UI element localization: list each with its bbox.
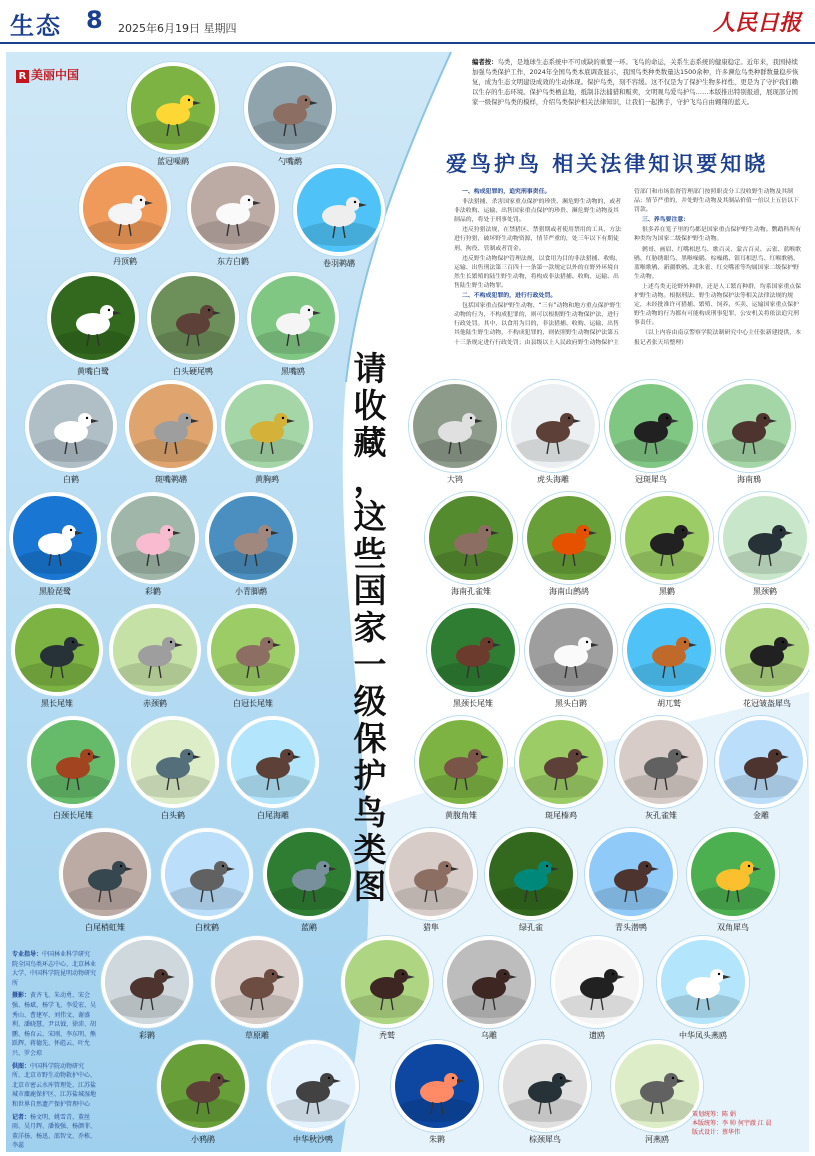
bird-photo <box>525 604 617 696</box>
bird-photo <box>605 380 697 472</box>
bird-name: 黑头白鹮 <box>555 699 587 708</box>
bird-card <box>620 492 714 597</box>
bird-name: 草原雕 <box>245 1031 269 1040</box>
bird-name: 中华秋沙鸭 <box>293 1135 333 1144</box>
bird-name: 斑嘴鹈鹕 <box>155 475 187 484</box>
headline-char: 鸟 <box>353 793 387 832</box>
bird-card <box>408 380 502 485</box>
bird-card <box>126 62 220 167</box>
bird-card <box>414 716 508 821</box>
bird-photo <box>485 828 577 920</box>
bird-photo <box>621 492 713 584</box>
bird-card <box>108 604 202 709</box>
bird-name: 大鸨 <box>447 475 463 484</box>
bird-card <box>246 272 340 377</box>
headline-char: 国 <box>353 571 387 610</box>
bird-card <box>514 716 608 821</box>
staff-line: 版式设计：蔡华伟 <box>692 1129 741 1136</box>
newspaper-logo: 人民日报 <box>712 10 801 36</box>
bird-card <box>10 604 104 709</box>
bird-card <box>442 936 536 1041</box>
bird-name: 海南鳽 <box>737 475 761 484</box>
bird-photo <box>715 716 807 808</box>
bird-name: 黄胸鹀 <box>255 475 279 484</box>
bird-photo <box>703 380 795 472</box>
bird-name: 白颈长尾雉 <box>53 811 93 820</box>
headline-char: 请 <box>353 349 387 388</box>
bird-name: 黄嘴白鹭 <box>77 367 109 376</box>
bird-photo <box>147 272 239 364</box>
credit-label: 摄影： <box>12 992 31 1000</box>
bird-name: 灰孔雀雉 <box>645 811 677 820</box>
feature-canvas <box>6 52 809 1152</box>
law-paragraph: 包括国家重点保护野生动物、“三有”动物和地方重点保护野生动物的行为，不构成犯罪的，则可以根据野生动物保护法，进行行政处罚。其中，以食用为目的，非法猎捕、收购、运输、出售其他陆生野生动物，不构成犯罪的，则依照野生动物保护法第五十三条规定进行行政处罚；由县级以上人民政府野生动物保护主管部门和市场监督管理部门按照职责分工没收野生动物及其制品；情节严重的，并处野生动物及其制品价值一倍以上五倍以下罚款。 <box>454 189 799 346</box>
bird-name: 胡兀鹫 <box>657 699 681 708</box>
bird-photo <box>409 380 501 472</box>
credit-entry <box>12 1062 96 1110</box>
bird-card <box>46 272 140 377</box>
law-paragraph: 上述鸟类无论野外种群，还是人工繁育种群，均系国家重点保护野生动物。根据刑法、野生动物保护法等相关法律法规的规定，未经批准许可猎捕、繁殖、饲养、买卖、运输国家重点保护野生动物的行为都有可能构成刑事犯罪，公安机关将依法追究刑事责任。 <box>634 283 802 327</box>
bird-name: 白头硬尾鸭 <box>173 367 213 376</box>
bird-photo <box>551 936 643 1028</box>
bird-photo <box>109 604 201 696</box>
bird-card <box>126 716 220 821</box>
issue-date: 2025年6月19日 星期四 <box>118 22 237 35</box>
bird-photo <box>425 492 517 584</box>
page-header <box>0 0 815 44</box>
headline-char: 类 <box>353 830 387 869</box>
bird-photo <box>615 716 707 808</box>
bird-photo <box>443 936 535 1028</box>
editor-note-text: 鸟类，是地球生态系统中不可或缺的重要一环。飞鸟的命运，关系生态系统的健康稳定。近年来，我国持续加强鸟类保护工作，2024年全国鸟类本底调查显示，我国鸟类种类数量达1500余种，许多濒危鸟类种群数量稳步恢复，成为生态文明建设成效的生动体现。保护鸟类，刻不容缓。这不仅是为了保护生物多样性，更是为了守护我们赖以生存的生态环境。保护鸟类栖息地，抵制非法捕猎和贩卖，文明观鸟爱鸟护鸟……本版推出特别报道，展现部分国家一级保护鸟类的模样，介绍鸟类保护相关法律知识，让我们一起携手，守护飞鸟自由翱翔的蓝天。 <box>472 58 799 106</box>
bird-name: 黄腹角雉 <box>445 811 477 820</box>
bird-card <box>340 936 434 1041</box>
headline-char: 藏 <box>353 423 387 462</box>
law-paragraph: 很多养在笼子里的鸟都是国家重点保护野生动物。鹦鹉科所有种类均为国家二级保护野生动物。 <box>634 227 802 243</box>
headline-char: 级 <box>353 682 387 721</box>
bird-name: 白冠长尾雉 <box>233 699 273 708</box>
bird-name: 白尾海雕 <box>257 811 289 820</box>
bird-photo <box>263 828 355 920</box>
bird-card <box>550 936 644 1041</box>
bird-card <box>58 828 152 933</box>
headline-char: 收 <box>353 386 387 425</box>
credit-text: 杨文明、姚雪青、董丝雨、吴月辉、潘俊强、杨颜菲、董洋扬、杨迅、邵智文、乔栋、李蕊 <box>12 1113 97 1150</box>
bird-photo <box>9 492 101 584</box>
bird-photo <box>157 1040 249 1132</box>
vertical-headline <box>340 350 400 905</box>
credit-entry <box>12 1113 96 1151</box>
bird-photo <box>207 604 299 696</box>
bird-photo <box>211 936 303 1028</box>
bird-card <box>584 828 678 933</box>
bird-card <box>226 716 320 821</box>
bird-card <box>498 1040 592 1145</box>
bird-card <box>210 936 304 1041</box>
bird-name: 海南孔雀雉 <box>451 587 491 596</box>
bird-card <box>522 492 616 597</box>
headline-char: 些 <box>353 534 387 573</box>
section-name: 生态 <box>10 12 62 40</box>
staff-block <box>692 1110 806 1137</box>
bird-photo <box>59 828 151 920</box>
bird-card <box>78 162 172 267</box>
bird-card <box>160 828 254 933</box>
headline-char: 护 <box>353 756 387 795</box>
bird-card <box>714 716 808 821</box>
credit-entry <box>12 950 96 988</box>
bird-name: 秃鹫 <box>379 1031 395 1040</box>
bird-name: 东方白鹳 <box>217 257 249 266</box>
bird-photo <box>47 272 139 364</box>
bird-card <box>622 604 716 709</box>
bird-name: 小鸦鹃 <box>191 1135 215 1144</box>
bird-photo <box>499 1040 591 1132</box>
bird-name: 海南山鹧鸪 <box>549 587 589 596</box>
law-heading: 一、构成犯罪的，追究刑事责任。 <box>462 189 551 195</box>
bird-name: 彩鹳 <box>145 587 161 596</box>
bird-photo <box>27 716 119 808</box>
bird-photo <box>79 162 171 254</box>
bird-card <box>156 1040 250 1145</box>
bird-card <box>186 162 280 267</box>
credit-text: 中国科学院动物研究所、北京市野生动物救护中心、北京市密云水库管理处、江苏盐城市麋鹿保护区、江苏盐城湿地和世界自然遗产保护管理中心 <box>12 1062 97 1108</box>
bird-name: 绿孔雀 <box>519 923 543 932</box>
bird-photo <box>205 492 297 584</box>
bird-card <box>146 272 240 377</box>
bird-photo <box>267 1040 359 1132</box>
bird-name: 河燕鸥 <box>645 1135 669 1144</box>
bird-photo <box>127 62 219 154</box>
bird-photo <box>25 380 117 472</box>
bird-card <box>124 380 218 485</box>
bird-photo <box>107 492 199 584</box>
bird-name: 蓝鹇 <box>301 923 317 932</box>
bird-photo <box>719 492 809 584</box>
law-heading: 二、不构成犯罪的，进行行政处罚。 <box>462 293 557 300</box>
credit-label: 专业指导： <box>12 951 43 958</box>
bird-card <box>206 604 300 709</box>
bird-card <box>424 492 518 597</box>
bird-name: 白枕鹤 <box>195 923 219 932</box>
headline-char: 保 <box>353 719 387 758</box>
bird-card <box>220 380 314 485</box>
headline-char: 这 <box>353 497 387 536</box>
bird-photo <box>391 1040 483 1132</box>
bird-photo <box>523 492 615 584</box>
law-paragraph: 鹩哥、画眉、红嘴相思鸟、歌百灵、蒙古百灵、云雀、蓝喉歌鸲、红胁绣眼鸟、黑喉噪鹛、棕噪鹛、银耳相思鸟、红喉歌鸲、蓝喉歌鸲、新疆歌鸲、北朱雀、红交嘴雀等均属国家二级保护野生动物。 <box>634 246 802 280</box>
bird-name: 虎头海雕 <box>537 475 569 484</box>
bird-photo <box>721 604 809 696</box>
bird-name: 朱鹮 <box>429 1135 445 1144</box>
bird-card <box>204 492 298 597</box>
law-paragraph: 违反野生动物保护管理法规，以食用为目的非法猎捕、收购、运输、出售刑法第三百四十一条第一款规定以外的在野外环境自然生长繁殖的陆生野生动物，将构成非法猎捕、收购、运输、出售陆生野生动物罪。 <box>454 255 622 289</box>
bird-card <box>718 492 809 597</box>
bird-name: 乌雕 <box>481 1031 497 1040</box>
bird-name: 勺嘴鹬 <box>278 157 302 166</box>
headline-char: 家 <box>353 608 387 647</box>
bird-card <box>24 380 118 485</box>
bird-card <box>106 492 200 597</box>
credits-block <box>12 950 96 1152</box>
headline-char: 一 <box>353 645 387 684</box>
bird-photo <box>187 162 279 254</box>
bird-photo <box>244 62 336 154</box>
bird-name: 冠斑犀鸟 <box>635 475 667 484</box>
bird-card <box>604 380 698 485</box>
bird-card <box>426 604 520 709</box>
bird-photo <box>221 380 313 472</box>
bird-card <box>484 828 578 933</box>
bird-photo <box>385 828 477 920</box>
bird-card <box>26 716 120 821</box>
bird-name: 蓝冠噪鹛 <box>157 157 189 166</box>
bird-name: 卷羽鹈鹕 <box>323 259 355 268</box>
editor-note-label: 编者按： <box>472 58 498 66</box>
bird-card <box>390 1040 484 1145</box>
law-paragraph: 非法猎捕、杀害国家重点保护的珍贵、濒危野生动物的，或者非法收购、运输、出售国家重点保护的珍贵、濒危野生动物及其制品的，将处于刑事处罚。 <box>454 199 622 224</box>
bird-name: 白尾梢虹雉 <box>85 923 125 932</box>
credit-label: 记者： <box>12 1113 31 1121</box>
editor-note <box>472 57 800 107</box>
bird-name: 棕颈犀鸟 <box>529 1135 561 1144</box>
bird-name: 黑颈鹤 <box>753 587 777 596</box>
column-tag <box>16 66 79 83</box>
bird-name: 中华凤头燕鸥 <box>679 1031 727 1040</box>
staff-line: 本版统筹：李 帅 何宇澈 江 晨 <box>692 1120 772 1127</box>
headline-char: 图 <box>353 867 387 906</box>
bird-name: 青头潜鸭 <box>615 923 647 932</box>
bird-photo <box>125 380 217 472</box>
bird-photo <box>585 828 677 920</box>
bird-card <box>506 380 600 485</box>
bird-photo <box>161 828 253 920</box>
staff-line: 策划统筹：陈 娟 <box>692 1111 736 1118</box>
bird-photo <box>515 716 607 808</box>
bird-card <box>384 828 478 933</box>
bird-card <box>262 828 356 933</box>
bird-card <box>100 936 194 1041</box>
bird-photo <box>293 164 385 256</box>
bird-photo <box>247 272 339 364</box>
credit-label: 供图： <box>12 1062 31 1070</box>
bird-photo <box>227 716 319 808</box>
law-heading: 三、养鸟要注意： <box>642 217 690 224</box>
bird-name: 花冠皱盔犀鸟 <box>743 699 791 708</box>
bird-card <box>292 164 386 269</box>
bird-name: 小青脚鹬 <box>235 587 267 596</box>
bird-photo <box>657 936 749 1028</box>
bird-name: 丹顶鹤 <box>113 257 137 266</box>
bird-name: 白鹤 <box>63 475 79 484</box>
bird-photo <box>427 604 519 696</box>
bird-card <box>656 936 750 1041</box>
bird-name: 黑长尾雉 <box>41 699 73 708</box>
bird-photo <box>127 716 219 808</box>
law-article <box>454 188 802 348</box>
bird-name: 黑颈长尾雉 <box>453 699 493 708</box>
bird-card <box>686 828 780 933</box>
bird-photo <box>11 604 103 696</box>
bird-name: 金雕 <box>753 811 769 820</box>
bird-name: 彩鹮 <box>139 1031 155 1040</box>
bird-card <box>702 380 796 485</box>
bird-card <box>243 62 337 167</box>
credit-text: 黄齐飞、朱动勇、宋会强、杨斌、杨学飞、李爱宏、吴秀山、曹建军、刘伟文、谢盛利、潘晓慧、尹以钺、徐沛、胡鹏、杨育云、宋刚、李东明、熊跃辉、蒋德先、怀彪云、叶允兴、罗会琼 <box>12 992 97 1057</box>
bird-name: 遗鸥 <box>589 1031 605 1040</box>
column-tag-label: 美丽中国 <box>31 68 80 82</box>
bird-name: 黑脸琵鹭 <box>39 587 71 596</box>
law-paragraph: 违反狩猎法规，在禁猎区、禁猎期或者使用禁用的工具、方法进行狩猎，破坏野生动物资源，情节严重的，处三年以下有期徒刑、拘役、管制或者罚金。 <box>454 227 622 252</box>
bird-name: 猎隼 <box>423 923 439 932</box>
bird-photo <box>611 1040 703 1132</box>
bird-photo <box>341 936 433 1028</box>
bird-card <box>720 604 809 709</box>
credit-text: 中国林业科学研究院全国鸟类环志中心、北京林业大学、中国科学院昆明动物研究所 <box>12 951 97 987</box>
page-number: 8 <box>86 6 103 34</box>
bird-photo <box>507 380 599 472</box>
law-paragraph: （以上内容由南京警察学院法制研究中心主任张新建提供，本报记者张天培整理） <box>634 330 802 346</box>
bird-photo <box>415 716 507 808</box>
bird-photo <box>623 604 715 696</box>
bird-name: 斑尾榛鸡 <box>545 811 577 820</box>
bird-card <box>610 1040 704 1145</box>
credit-entry <box>12 991 96 1058</box>
bird-photo <box>687 828 779 920</box>
headline-char: ， <box>353 460 387 499</box>
bird-name: 赤颈鹤 <box>143 699 167 708</box>
bird-card <box>8 492 102 597</box>
bird-name: 黑鹳 <box>659 587 675 596</box>
column-badge: R <box>16 70 29 83</box>
bird-photo <box>101 936 193 1028</box>
bird-name: 双角犀鸟 <box>717 923 749 932</box>
bird-name: 白头鹤 <box>161 811 185 820</box>
bird-card <box>266 1040 360 1145</box>
law-section-title: 爱鸟护鸟 相关法律知识要知晓 <box>446 152 769 176</box>
bird-card <box>524 604 618 709</box>
bird-name: 黑嘴鸥 <box>281 367 305 376</box>
bird-card <box>614 716 708 821</box>
